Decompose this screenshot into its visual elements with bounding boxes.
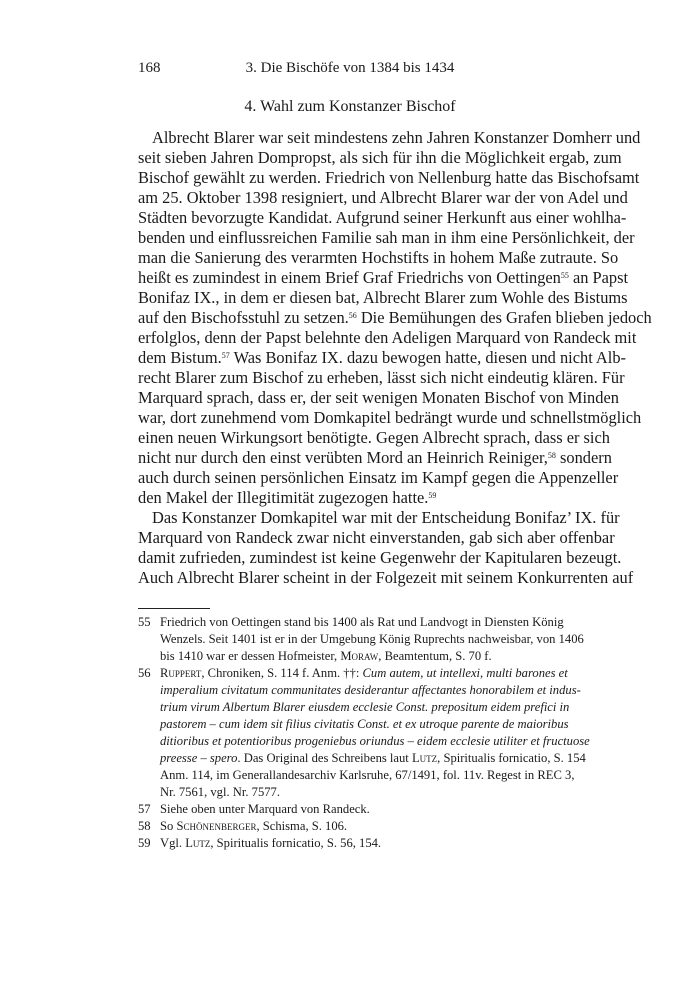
footnote-ref-59[interactable]: 59 — [428, 491, 437, 500]
author-name: Schönenberger — [176, 819, 257, 833]
text-line: Marquard sprach, dass er, der seit wenigen Monaten Bischof von Minden — [138, 388, 619, 407]
text-line: benden und einflussreichen Familie sah man in ihm eine Persönlichkeit, der — [138, 228, 635, 247]
footnote-line — [138, 716, 569, 733]
author-name: Ruppert — [160, 666, 202, 680]
text-line: Das Konstanzer Domkapitel war mit der Entscheidung Bonifaz’ IX. für — [152, 508, 620, 527]
page-header — [138, 60, 562, 82]
text-run: bis 1410 war er dessen Hofmeister, — [160, 649, 341, 663]
text-run: an Papst — [568, 268, 629, 287]
text-line: seit sieben Jahren Dompropst, als sich für ihn die Möglichkeit ergab, zum — [138, 148, 622, 167]
footnote-line — [138, 682, 581, 699]
footnote-line — [138, 750, 586, 767]
text-line — [138, 268, 629, 288]
footnote-number: 58 — [138, 819, 151, 833]
footnote-59 — [138, 835, 562, 852]
footnote-number: 56 — [138, 666, 151, 680]
author-name: Lutz — [411, 751, 438, 765]
text-line: einen neuen Wirkungsort benötigte. Gegen Albrecht sprach, dass er sich — [138, 428, 610, 447]
text-line: recht Blarer zum Bischof zu erheben, lässt sich nicht eindeutig klären. Für — [138, 368, 625, 387]
footnote-line — [138, 665, 568, 682]
text-run: Friedrich von Oettingen stand bis 1400 als Rat und Landvogt in Diensten König — [160, 615, 564, 629]
text-run: . Das Original des Schreibens laut — [237, 751, 412, 765]
footnote-divider — [138, 608, 210, 609]
footnote-55 — [138, 614, 584, 665]
text-run: , Schisma, S. 106. — [256, 819, 348, 833]
text-line — [138, 488, 562, 508]
latin-quote: preesse – spero — [160, 751, 238, 765]
text-run: heißt es zumindest in einem Brief Graf Friedrichs von Oettingen — [138, 268, 561, 287]
footnote-ref-56[interactable]: 56 — [348, 311, 357, 320]
footnotes — [138, 614, 590, 852]
text-run: Was Bonifaz IX. dazu bewogen hatte, diesen und nicht Alb- — [229, 348, 626, 367]
footnote-56 — [138, 665, 590, 801]
footnote-ref-58[interactable]: 58 — [547, 451, 556, 460]
text-run: auf den Bischofsstuhl zu setzen. — [138, 308, 349, 327]
text-line: am 25. Oktober 1398 resigniert, und Albrecht Blarer war der von Adel und — [138, 188, 628, 207]
footnote-line: Anm. 114, im Generallandesarchiv Karlsruhe, 67/1491, fol. 11v. Regest in REC 3, — [160, 768, 575, 782]
footnote-line — [138, 801, 562, 818]
text-run: Siehe oben unter Marquard von Randeck. — [160, 802, 370, 816]
text-line: erfolglos, denn der Papst belehnte den Adeligen Marquard von Randeck mit — [138, 328, 637, 347]
footnote-line — [138, 614, 562, 631]
author-name: Lutz — [185, 836, 211, 850]
running-head: 3. Die Bischöfe von 1384 bis 1434 — [245, 60, 455, 76]
footnote-58 — [138, 818, 562, 835]
text-run: nicht nur durch den einst verübten Mord an Heinrich Reiniger, — [138, 448, 548, 467]
text-run: , Spiritualis fornicatio, S. 154 — [437, 751, 586, 765]
section-title: 4. Wahl zum Konstanzer Bischof — [244, 98, 456, 115]
latin-quote: ditioribus et potentioribus progeniebus oriundus – eidem ecclesie utiliter et fructuose — [160, 734, 590, 748]
latin-quote: Cum autem, ut intellexi, multi barones et — [362, 666, 568, 680]
author-name: Moraw — [340, 649, 379, 663]
text-line: war, dort zunehmend vom Domkapitel bedrängt wurde und schnellstmöglich — [138, 408, 642, 427]
text-line: man die Sanierung des verarmten Hochstifts in hohem Maße zutraute. So — [138, 248, 619, 267]
latin-quote: pastorem – cum idem sit filius civitatis Const. et ex utroque parente de maioribus — [160, 717, 569, 731]
footnote-line — [138, 818, 562, 835]
text-run: dem Bistum. — [138, 348, 222, 367]
text-run: , Beamtentum, S. 70 f. — [378, 649, 492, 663]
text-line — [138, 308, 652, 328]
footnote-line — [138, 648, 562, 665]
text-run: Die Bemühungen des Grafen blieben jedoch — [356, 308, 652, 327]
text-line — [138, 348, 626, 368]
footnote-line: Nr. 7561, vgl. Nr. 7577. — [160, 785, 280, 799]
text-run: sondern — [555, 448, 612, 467]
text-run: , Spiritualis fornicatio, S. 56, 154. — [210, 836, 382, 850]
text-run: den Makel der Illegitimität zugezogen hatte. — [138, 488, 429, 507]
text-line: Auch Albrecht Blarer scheint in der Folgezeit mit seinem Konkurrenten auf — [138, 568, 634, 587]
footnote-number: 57 — [138, 802, 151, 816]
text-line: Bischof gewählt zu werden. Friedrich von Nellenburg hatte das Bischofsamt — [138, 168, 640, 187]
footnote-line — [138, 699, 570, 716]
text-line — [138, 448, 612, 468]
footnote-line — [138, 733, 590, 750]
footnote-number: 55 — [138, 615, 151, 629]
footnote-57 — [138, 801, 562, 818]
body-text — [138, 128, 652, 588]
text-line: Bonifaz IX., in dem er diesen bat, Albrecht Blarer zum Wohle des Bistums — [138, 288, 628, 307]
footnote-line: Wenzels. Seit 1401 ist er in der Umgebung König Ruprechts nachweisbar, von 1406 — [160, 632, 584, 646]
page-number: 168 — [138, 60, 161, 76]
latin-quote: imperalium civitatum communitates desiderantur affectantes honorabilem et indus- — [160, 683, 581, 697]
text-line: Albrecht Blarer war seit mindestens zehn Jahren Konstanzer Domherr und — [152, 128, 641, 147]
text-run: Vgl. — [160, 836, 186, 850]
text-run: So — [160, 819, 177, 833]
text-run: , Chroniken, S. 114 f. Anm. ††: — [201, 666, 363, 680]
footnote-ref-55[interactable]: 55 — [560, 271, 569, 280]
footnote-number: 59 — [138, 836, 151, 850]
text-line: damit zufrieden, zumindest ist keine Gegenwehr der Kapitularen bezeugt. — [138, 548, 622, 567]
footnote-line — [138, 835, 562, 852]
text-line: Marquard von Randeck zwar nicht einverstanden, gab sich aber offenbar — [138, 528, 615, 547]
text-line: Städten bevorzugte Kandidat. Aufgrund seiner Herkunft aus einer wohlha- — [138, 208, 627, 227]
footnote-ref-57[interactable]: 57 — [221, 351, 230, 360]
latin-quote: trium virum Albertum Blarer eiusdem ecclesie Const. prepositum eidem prefici in — [160, 700, 570, 714]
text-line: auch durch seinen persönlichen Einsatz im Kampf gegen die Appenzeller — [138, 468, 619, 487]
